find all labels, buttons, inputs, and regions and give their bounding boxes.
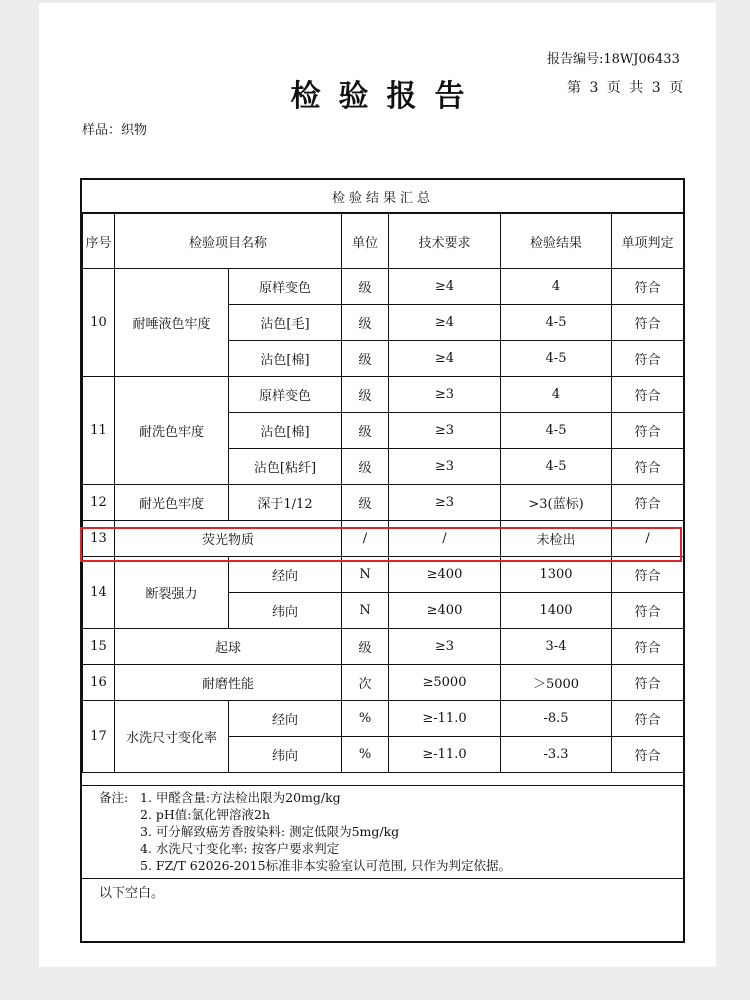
- verdict-cell: 符合: [612, 449, 684, 485]
- report-number: 报告编号:18WJ06433: [547, 52, 680, 67]
- sub-item: 原样变色: [229, 269, 342, 305]
- sub-item: 沾色[棉]: [229, 341, 342, 377]
- requirement-cell: ≥3: [389, 413, 501, 449]
- results-table: [80, 178, 685, 943]
- table-row: [83, 665, 684, 701]
- result-cell: >3(蓝标): [501, 485, 612, 521]
- result-cell: ＞5000: [501, 665, 612, 701]
- unit-cell: N: [342, 557, 389, 593]
- verdict-cell: 符合: [612, 377, 684, 413]
- verdict-cell: 符合: [612, 593, 684, 629]
- requirement-cell: ≥-11.0: [389, 701, 501, 737]
- unit-cell: 级: [342, 341, 389, 377]
- verdict-cell: 符合: [612, 305, 684, 341]
- result-cell: 未检出: [501, 521, 612, 557]
- result-cell: -3.3: [501, 737, 612, 773]
- result-cell: 3-4: [501, 629, 612, 665]
- requirement-cell: ≥400: [389, 593, 501, 629]
- report-title: 检验报告: [290, 79, 483, 114]
- col-header-requirement: 技术要求: [389, 213, 501, 269]
- row-no: 13: [83, 521, 115, 557]
- note-item: 4. 水洗尺寸变化率: 按客户要求判定: [140, 841, 340, 856]
- requirement-cell: /: [389, 521, 501, 557]
- row-no: 17: [83, 701, 115, 773]
- requirement-cell: ≥3: [389, 377, 501, 413]
- requirement-cell: ≥400: [389, 557, 501, 593]
- verdict-cell: 符合: [612, 629, 684, 665]
- result-cell: 4-5: [501, 341, 612, 377]
- col-header-verdict: 单项判定: [612, 213, 684, 269]
- row-no: 11: [83, 377, 115, 485]
- result-cell: 1400: [501, 593, 612, 629]
- sub-item: 纬向: [229, 737, 342, 773]
- result-cell: 4-5: [501, 413, 612, 449]
- unit-cell: /: [342, 521, 389, 557]
- note-item: 3. 可分解致癌芳香胺染料: 测定低限为5mg/kg: [140, 824, 400, 839]
- item-name: 耐唾液色牢度: [115, 269, 229, 377]
- blank-remark: 以下空白。: [82, 878, 683, 943]
- verdict-cell: 符合: [612, 485, 684, 521]
- table-row: [83, 629, 684, 665]
- verdict-cell: 符合: [612, 413, 684, 449]
- sub-item: 经向: [229, 557, 342, 593]
- result-cell: 4: [501, 269, 612, 305]
- unit-cell: 级: [342, 377, 389, 413]
- table-row: [83, 377, 684, 413]
- requirement-cell: ≥3: [389, 449, 501, 485]
- table-row: [83, 485, 684, 521]
- item-name: 耐光色牢度: [115, 485, 229, 521]
- verdict-cell: 符合: [612, 701, 684, 737]
- col-header-item: 检验项目名称: [115, 213, 342, 269]
- unit-cell: N: [342, 593, 389, 629]
- item-name: 断裂强力: [115, 557, 229, 629]
- row-no: 12: [83, 485, 115, 521]
- verdict-cell: 符合: [612, 737, 684, 773]
- col-header-result: 检验结果: [501, 213, 612, 269]
- unit-cell: %: [342, 701, 389, 737]
- requirement-cell: ≥4: [389, 341, 501, 377]
- requirement-cell: ≥4: [389, 305, 501, 341]
- unit-cell: %: [342, 737, 389, 773]
- requirement-cell: ≥4: [389, 269, 501, 305]
- result-cell: 4-5: [501, 305, 612, 341]
- result-cell: 1300: [501, 557, 612, 593]
- sub-item: 沾色[粘纤]: [229, 449, 342, 485]
- unit-cell: 级: [342, 305, 389, 341]
- unit-cell: 级: [342, 629, 389, 665]
- item-name: 耐磨性能: [115, 665, 342, 701]
- verdict-cell: 符合: [612, 557, 684, 593]
- page-info: 第 3 页 共 3 页: [567, 80, 684, 96]
- sub-item: 原样变色: [229, 377, 342, 413]
- unit-cell: 级: [342, 449, 389, 485]
- table-row-highlighted: [83, 521, 684, 557]
- sub-item: 经向: [229, 701, 342, 737]
- notes-section: [82, 785, 683, 878]
- note-item: 1. 甲醛含量:方法检出限为20mg/kg: [140, 790, 341, 805]
- verdict-cell: 符合: [612, 341, 684, 377]
- note-item: 5. FZ/T 62026-2015标准非本实验室认可范围, 只作为判定依据。: [140, 858, 512, 873]
- verdict-cell: 符合: [612, 665, 684, 701]
- result-cell: 4: [501, 377, 612, 413]
- unit-cell: 级: [342, 413, 389, 449]
- table-row: [83, 557, 684, 593]
- note-item: 2. pH值:氯化钾溶液2h: [140, 807, 271, 822]
- table-row: [83, 269, 684, 305]
- unit-cell: 级: [342, 485, 389, 521]
- item-name: 荧光物质: [115, 521, 342, 557]
- sample-label: 样品：织物: [82, 123, 148, 138]
- sub-item: 深于1/12: [229, 485, 342, 521]
- row-no: 15: [83, 629, 115, 665]
- sub-item: 沾色[棉]: [229, 413, 342, 449]
- result-cell: -8.5: [501, 701, 612, 737]
- sub-item: 纬向: [229, 593, 342, 629]
- table-caption: 检验结果汇总: [83, 180, 684, 213]
- col-header-no: 序号: [83, 213, 115, 269]
- result-cell: 4-5: [501, 449, 612, 485]
- row-no: 14: [83, 557, 115, 629]
- report-page: [39, 3, 716, 967]
- col-header-unit: 单位: [342, 213, 389, 269]
- requirement-cell: ≥-11.0: [389, 737, 501, 773]
- row-no: 16: [83, 665, 115, 701]
- table-row: [83, 701, 684, 737]
- item-name: 耐洗色牢度: [115, 377, 229, 485]
- requirement-cell: ≥5000: [389, 665, 501, 701]
- unit-cell: 级: [342, 269, 389, 305]
- verdict-cell: /: [612, 521, 684, 557]
- item-name: 起球: [115, 629, 342, 665]
- row-no: 10: [83, 269, 115, 377]
- item-name: 水洗尺寸变化率: [115, 701, 229, 773]
- sub-item: 沾色[毛]: [229, 305, 342, 341]
- unit-cell: 次: [342, 665, 389, 701]
- notes-label: 备注:: [99, 790, 129, 805]
- verdict-cell: 符合: [612, 269, 684, 305]
- requirement-cell: ≥3: [389, 629, 501, 665]
- requirement-cell: ≥3: [389, 485, 501, 521]
